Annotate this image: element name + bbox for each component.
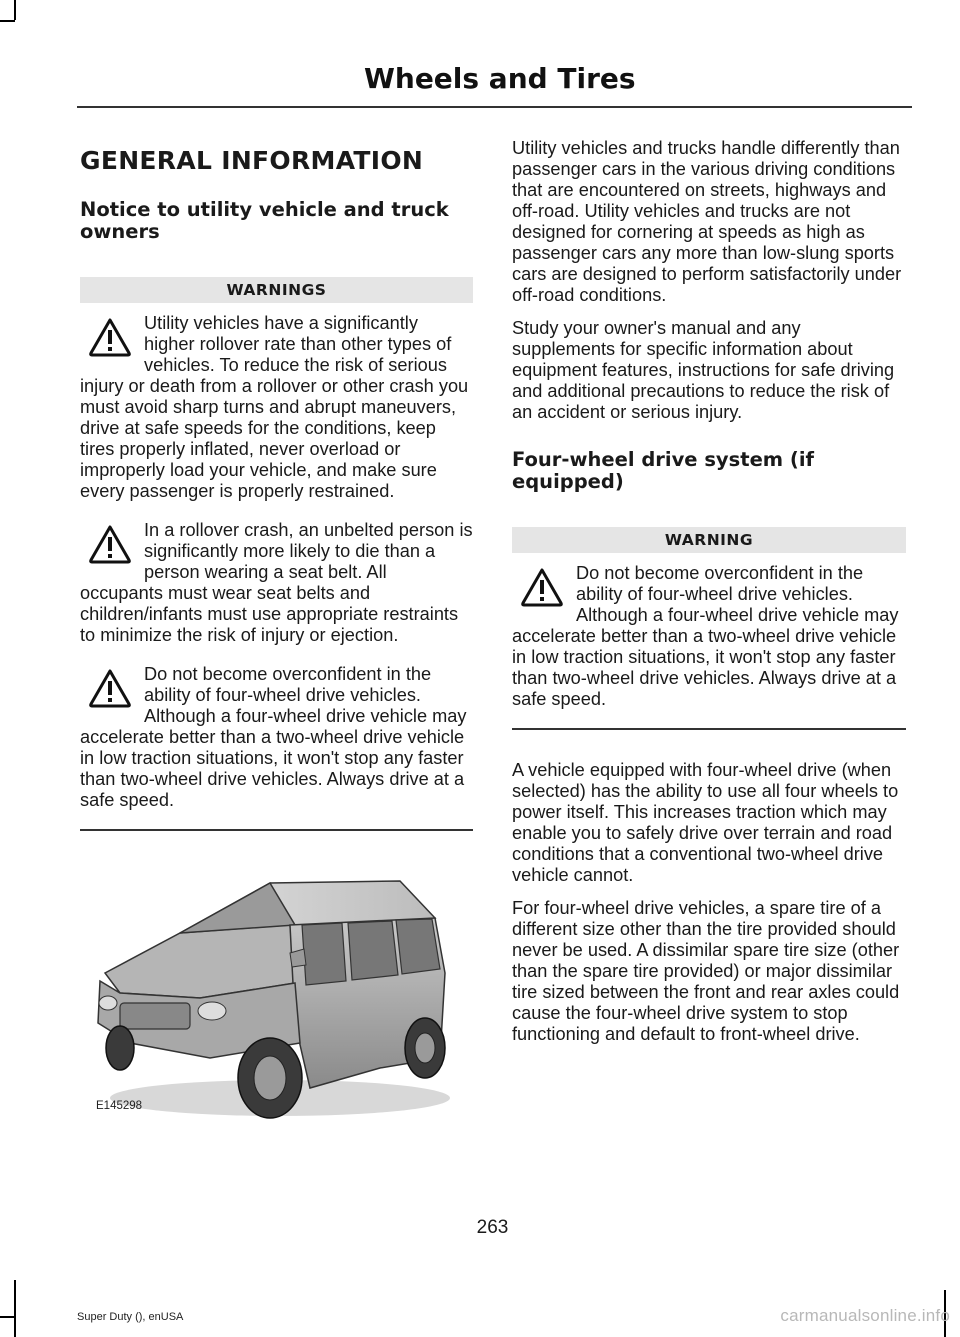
- warning-item: [80, 520, 473, 646]
- paragraph: A vehicle equipped with four-wheel drive (when selected) has the ability to use all four wheels to power itself. This increases traction which may enable you to safely drive over terrain and road conditions that a conventional two-wheel drive vehicle cannot.: [512, 760, 899, 885]
- section-divider: [80, 829, 473, 831]
- warning-text: Do not become overconfident in the ability of four-wheel drive vehicles. Although a four-wheel drive vehicle may accelerate better than a two-wheel drive vehicle in low traction situations, it won't stop any faster than two-wheel drive vehicles. Always drive at a safe speed.: [80, 664, 467, 810]
- page-number: 263: [476, 1217, 509, 1238]
- warning-item: [80, 313, 473, 502]
- warning-text: In a rollover crash, an unbelted person is significantly more likely to die than a person wearing a seat belt. All occupants must wear seat belts and children/infants must use appropriate restraints to minimize the risk of injury or ejection.: [80, 520, 473, 645]
- warning-triangle-icon: [88, 524, 132, 564]
- figure-label: E145298: [96, 1100, 143, 1112]
- crop-mark: [0, 20, 15, 22]
- subheading: Four-wheel drive system (if equipped): [512, 448, 814, 493]
- page-header-title: Wheels and Tires: [364, 62, 636, 95]
- crop-mark: [0, 1316, 15, 1318]
- watermark: carmanualsonline.info: [780, 1306, 950, 1325]
- section-divider: [512, 728, 906, 730]
- paragraph: For four-wheel drive vehicles, a spare tire of a different size other than the tire provided should never be used. A dissimilar spare tire size (other than the spare tire provided) or major dissimilar tire sized between the front and rear axles could cause the four-wheel drive system to stop functioning and default to front-wheel drive.: [512, 898, 900, 1044]
- right-column: [512, 138, 906, 1057]
- left-column: [80, 138, 473, 1153]
- crop-mark: [14, 0, 16, 20]
- warning-text: Utility vehicles have a significantly higher rollover rate than other types of vehicles. To reduce the risk of serious injury or death from a rollover or other crash you must avoid sharp turns and abrupt maneuvers, drive at safe speeds for the conditions, keep tires properly inflated, never overload or improperly load your vehicle, and make sure every passenger is properly restrained.: [80, 313, 469, 501]
- crop-mark: [14, 1280, 16, 1337]
- warning-triangle-icon: [520, 567, 564, 607]
- vehicle-illustration: [80, 853, 473, 1153]
- warning-triangle-icon: [88, 317, 132, 357]
- warning-triangle-icon: [88, 668, 132, 708]
- document-info: Super Duty (), enUSA: [77, 1311, 184, 1323]
- warning-label: WARNING: [512, 527, 906, 553]
- paragraph: Utility vehicles and trucks handle differently than passenger cars in the various driving conditions that are encountered on streets, highways and off-road. Utility vehicles and trucks are not designed for cornering at speeds as high as passenger cars any more than low-slung sports cars are designed to perform satisfactorily under off-road conditions.: [512, 138, 902, 305]
- warning-item: [80, 664, 473, 811]
- warnings-label: WARNINGS: [80, 277, 473, 303]
- section-heading: GENERAL INFORMATION: [80, 146, 424, 175]
- paragraph: Study your owner's manual and any supplements for specific information about equipment features, instructions for safe driving and additional precautions to reduce the risk of an accident or serious injury.: [512, 318, 895, 422]
- header-rule: [77, 106, 912, 108]
- subheading: Notice to utility vehicle and truck owners: [80, 198, 449, 243]
- warning-text: Do not become overconfident in the ability of four-wheel drive vehicles. Although a four-wheel drive vehicle may accelerate better than a two-wheel drive vehicle in low traction situations, it won't stop any faster than two-wheel drive vehicles. Always drive at a safe speed.: [512, 563, 899, 709]
- warning-item: [512, 563, 906, 710]
